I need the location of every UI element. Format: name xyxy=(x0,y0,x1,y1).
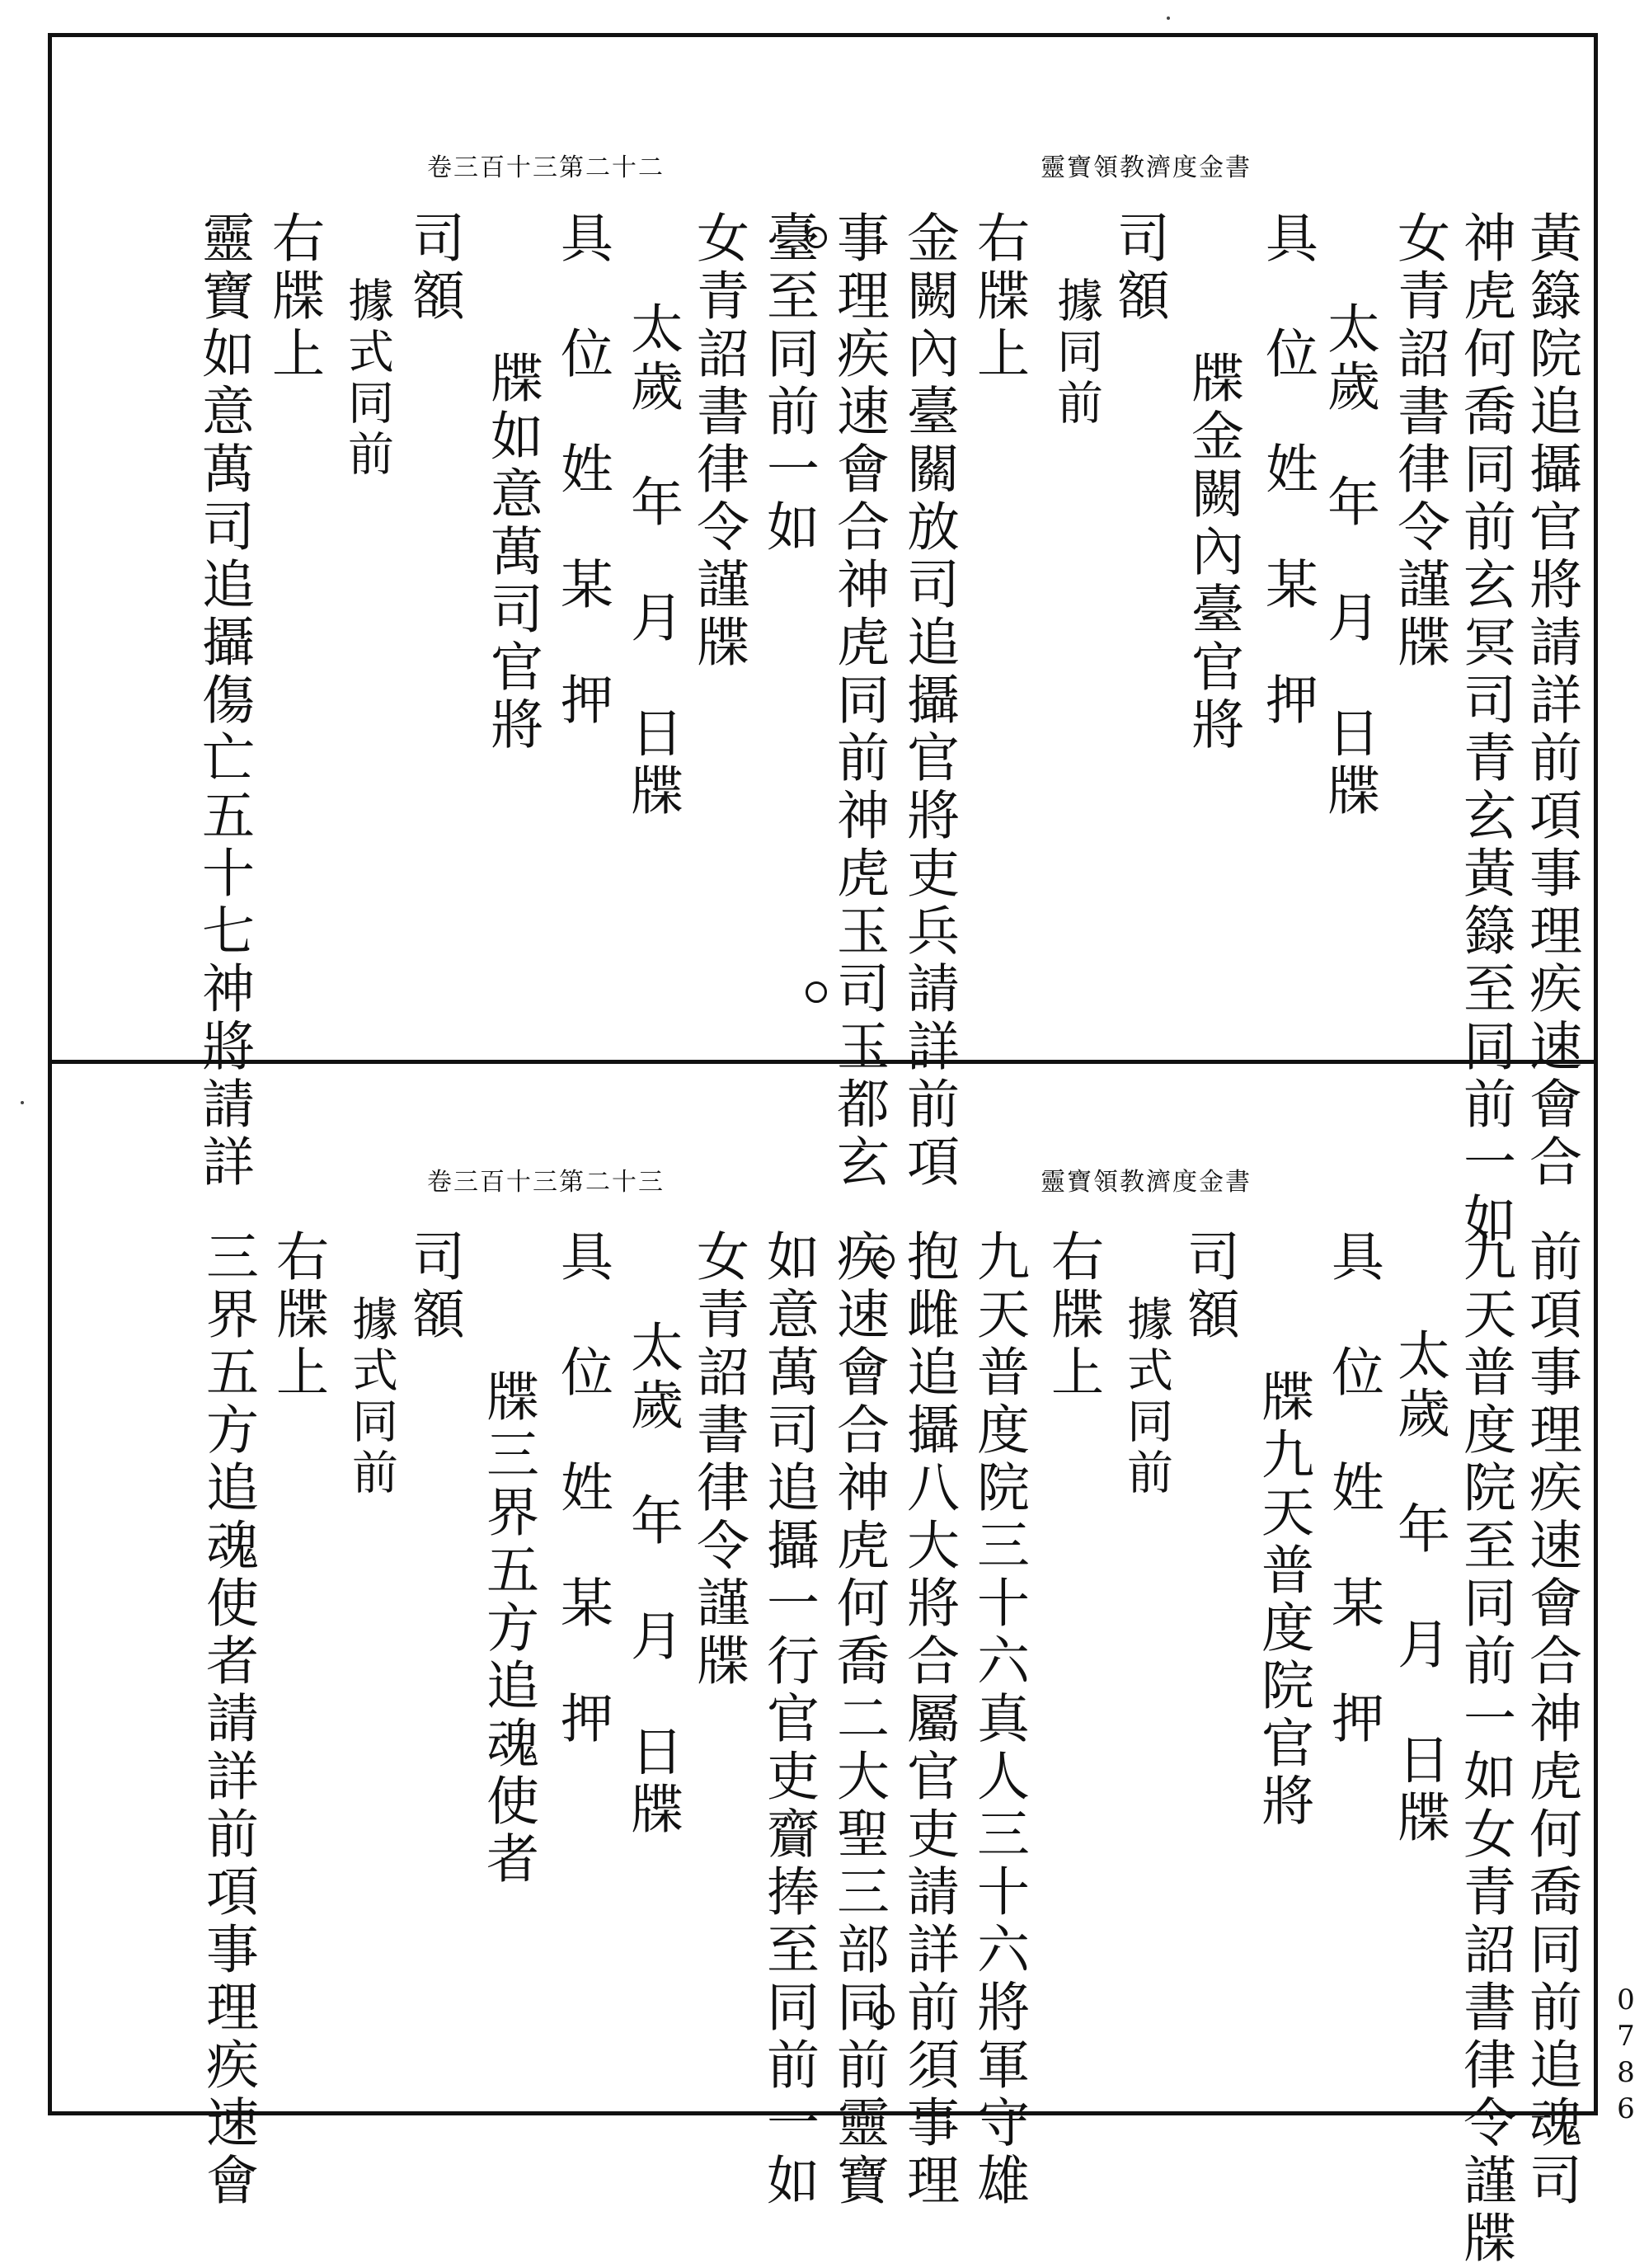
paragraph-marker-circle xyxy=(873,1249,895,1271)
text-column: 事理疾速會合神虎同前神虎玉司玉都玄 xyxy=(828,210,889,1192)
text-column: 金闕內臺關放司追攝官將吏兵請詳前項 xyxy=(898,210,959,1192)
page-number: 0786 xyxy=(1609,1983,1642,2129)
text-column: 據式同前 xyxy=(1120,1295,1173,1499)
text-column: 神虎何喬同前玄冥司青玄黃籙至同前一如 xyxy=(1454,210,1515,1249)
text-column: 牒金闕內臺官將 xyxy=(1182,351,1243,755)
paragraph-marker-circle xyxy=(873,2004,895,2026)
header-title: 靈寶領教濟度金書 xyxy=(1041,153,1252,182)
text-column: 如意萬司追攝一行官吏齎捧至同前一如 xyxy=(758,1229,819,2210)
text-column: 靈寶如意萬司追攝傷亡五十七神將請詳 xyxy=(193,210,254,1192)
paragraph-marker-circle xyxy=(806,981,827,1003)
text-column: 牒如意萬司官將 xyxy=(482,351,543,755)
text-column: 右牒上 xyxy=(267,1229,328,1402)
text-column: 太歲 年 月 日牒 xyxy=(622,301,683,821)
text-column: 右牒上 xyxy=(968,210,1029,383)
text-column: 司額 xyxy=(403,1229,464,1344)
text-column: 司額 xyxy=(1178,1229,1239,1344)
text-column: 司額 xyxy=(1108,210,1169,326)
page-header xyxy=(427,148,1252,181)
text-column: 司額 xyxy=(403,210,464,326)
header-volume: 卷三百十三第二十三 xyxy=(427,1168,665,1197)
text-column: 具 位 姓 某 押 xyxy=(552,1229,613,1748)
text-column: 太歲 年 月 日牒 xyxy=(1388,1328,1449,1847)
scan-speck xyxy=(1167,16,1170,20)
text-column: 據式同前 xyxy=(345,1295,398,1499)
text-column: 具 位 姓 某 押 xyxy=(1257,210,1318,730)
text-column: 右牒上 xyxy=(1042,1229,1103,1402)
header-volume: 卷三百十三第二十二 xyxy=(427,153,665,182)
text-column: 太歲 年 月 日牒 xyxy=(622,1320,683,1839)
text-column: 黃籙院追攝官將請詳前項事理疾速會合 xyxy=(1520,210,1581,1192)
text-column: 臺至同前一如 xyxy=(758,210,819,557)
text-column: 具 位 姓 某 押 xyxy=(552,210,613,730)
text-column: 抱雌追攝八大將合屬官吏請詳前須事理 xyxy=(898,1229,959,2210)
text-column: 女青詔書律令謹牒 xyxy=(1388,210,1449,672)
text-column: 女青詔書律令謹牒 xyxy=(688,1229,749,1691)
text-column: 右牒上 xyxy=(263,210,324,383)
text-column: 據同前 xyxy=(1050,276,1103,430)
text-column: 據式同前 xyxy=(341,276,394,481)
scan-speck xyxy=(21,1101,24,1104)
text-column: 太歲 年 月 日牒 xyxy=(1318,301,1379,821)
text-column: 九天普度院三十六真人三十六將軍守雄 xyxy=(968,1229,1029,2210)
bottom-page-panel xyxy=(52,1064,1594,2268)
text-column: 女青詔書律令謹牒 xyxy=(688,210,749,672)
text-column: 九天普度院至同前一如女青詔書律令謹牒 xyxy=(1454,1229,1515,2268)
text-column: 三界五方追魂使者請詳前項事理疾速會 xyxy=(197,1229,258,2210)
page-header xyxy=(427,1163,1252,1196)
paragraph-marker-circle xyxy=(806,227,827,248)
text-column: 前項事理疾速會合神虎何喬同前追魂司 xyxy=(1520,1229,1581,2210)
text-column: 具 位 姓 某 押 xyxy=(1322,1229,1384,1748)
text-column: 牒三界五方追魂使者 xyxy=(477,1369,538,1889)
text-column: 疾速會合神虎何喬二大聖三部同前靈寶 xyxy=(828,1229,889,2210)
header-title: 靈寶領教濟度金書 xyxy=(1041,1168,1252,1197)
text-column: 牒九天普度院官將 xyxy=(1252,1369,1313,1831)
